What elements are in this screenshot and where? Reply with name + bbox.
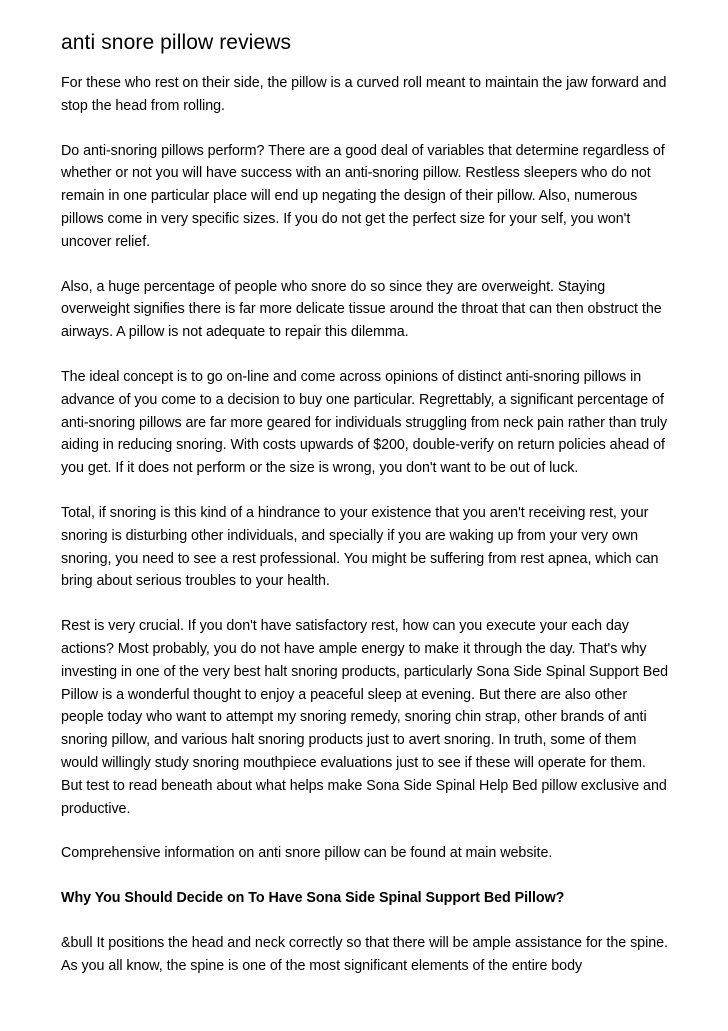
document-title: anti snore pillow reviews [61,31,292,54]
paragraph-ideal-concept: The ideal concept is to go on-line and come across opinions of distinct anti-snoring pillows in advance of you come to a decision to buy one particular. Regrettably, a significant percentage of anti-snoring pillows are far more geared for individuals struggling from neck pain rather than truly aiding in reducing snoring. With costs upwards of $200, double-verify on return policies ahead of you get. If it does not perform or the size is wrong, you don't want to be out of luck. [61,368,668,477]
paragraph-overweight: Also, a huge percentage of people who snore do so since they are overweight. Staying overweight signifies there is far more delicate tissue around the throat that can then obstruct the airways. A pillow is not adequate to repair this dilemma. [61,278,662,341]
paragraph-side-sleepers: For these who rest on their side, the pillow is a curved roll meant to maintain the jaw forward and stop the head from rolling. [61,75,667,114]
paragraph-do-pillows-perform: Do anti-snoring pillows perform? There are a good deal of variables that determine regardless of whether or not you will have success with an anti-snoring pillow. Restless sleepers who do not remain in one particular place will end up negating the design of their pillow. Also, numerous pillows come in very specific sizes. If you do not get the perfect size for your self, you won't uncover relief. [61,142,665,250]
paragraph-bullet-positions: &bull It positions the head and neck correctly so that there will be ample assistance for the spine. As you all know, the spine is one of the most significant elements of the entire body [61,934,668,974]
paragraph-comprehensive-info: Comprehensive information on anti snore pillow can be found at main website. [61,845,553,862]
paragraph-rest-crucial: Rest is very crucial. If you don't have satisfactory rest, how can you execute your each day actions? Most probably, you do not have ample energy to make it through the day. That's why investing in one of the very best halt snoring products, particularly Sona Side Spinal Support Bed Pillow is a wonderful thought to enjoy a peaceful sleep at evening. But there are also other people today who want to attempt my snoring remedy, snoring chin strap, other brands of anti snoring pillow, and various halt snoring products just to avert snoring. In truth, some of them would willingly study snoring mouthpiece evaluations just to see if these will operate for them. But test to read beneath about what helps make Sona Side Spinal Help Bed pillow exclusive and productive. [61,618,669,817]
section-heading-why-sona: Why You Should Decide on To Have Sona Side Spinal Support Bed Pillow? [61,890,565,907]
document-page [61,30,669,1000]
paragraph-total: Total, if snoring is this kind of a hindrance to your existence that you aren't receiving rest, your snoring is disturbing other individuals, and specially if you are waking up from your very own snoring, you need to see a rest professional. You might be suffering from rest apnea, which can bring about serious troubles to your health. [61,504,659,590]
